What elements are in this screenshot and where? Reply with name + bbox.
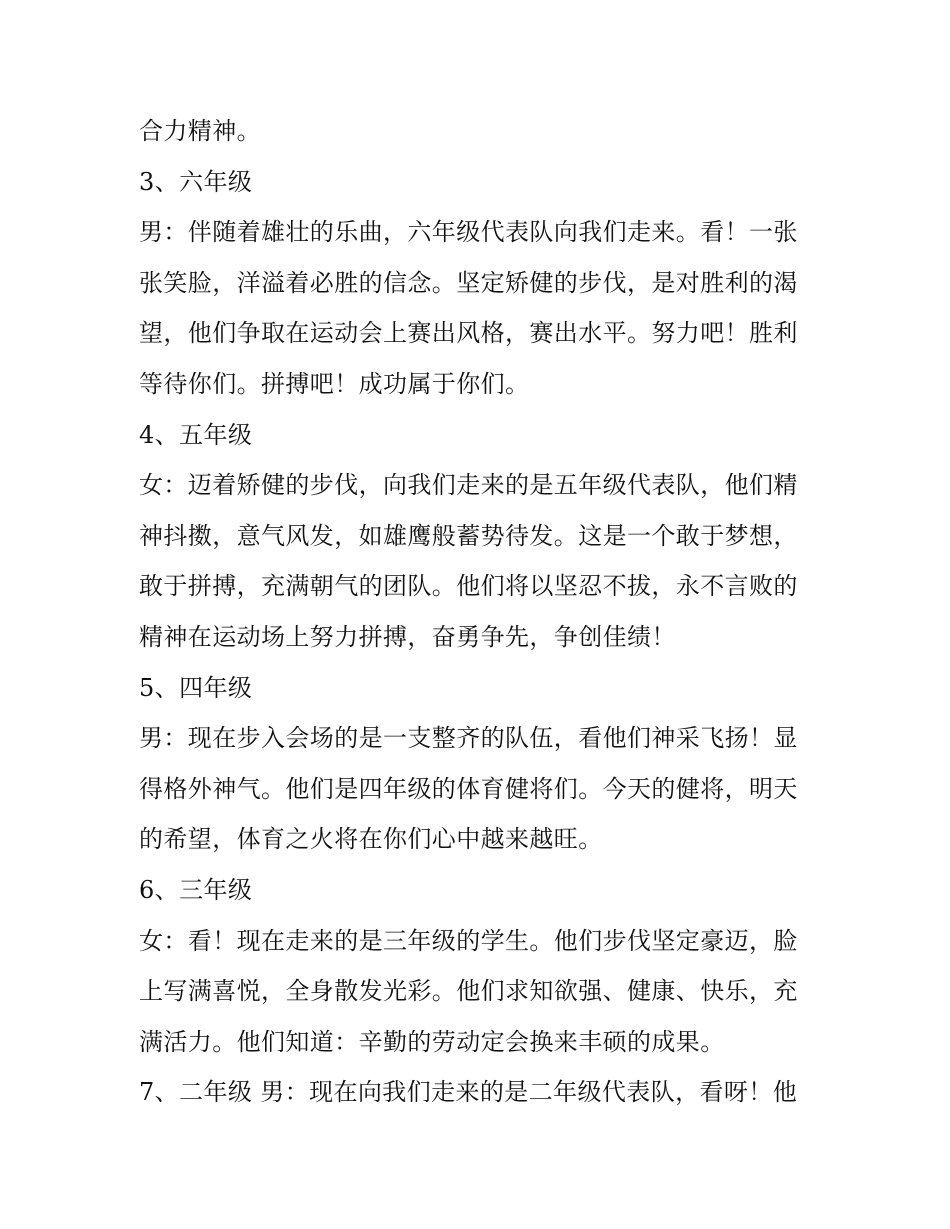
- text-line: 男：现在步入会场的是一支整齐的队伍，看他们神采飞扬！显: [139, 724, 798, 753]
- text-line: 的希望，体育之火将在你们心中越来越旺。: [139, 825, 603, 854]
- text-line: 神抖擞，意气风发，如雄鹰般蓄势待发。这是一个敢于梦想，: [139, 521, 798, 550]
- section-heading-grade-5: 4、五年级: [139, 420, 253, 449]
- section-heading-grade-3: 6、三年级: [139, 875, 253, 904]
- text-line: 望，他们争取在运动会上赛出风格，赛出水平。努力吧！胜利: [139, 319, 798, 348]
- section-heading-grade-6: 3、六年级: [139, 167, 253, 196]
- text-line: 精神在运动场上努力拼搏，奋勇争先，争创佳绩！: [139, 622, 676, 651]
- document-body: [139, 106, 819, 1118]
- text-line: 上写满喜悦，全身散发光彩。他们求知欲强、健康、快乐，充: [139, 977, 798, 1006]
- text-line: 得格外神气。他们是四年级的体育健将们。今天的健将，明天: [139, 774, 798, 803]
- text-line: 男：伴随着雄壮的乐曲，六年级代表队向我们走来。看！一张: [139, 218, 798, 247]
- section-heading-grade-4: 5、四年级: [139, 673, 253, 702]
- section-heading-grade-2: 7、二年级 男：现在向我们走来的是二年级代表队，看呀！他: [139, 1078, 798, 1107]
- text-line: 女：看！现在走来的是三年级的学生。他们步伐坚定豪迈，脸: [139, 926, 798, 955]
- text-line: 女：迈着矫健的步伐，向我们走来的是五年级代表队，他们精: [139, 471, 798, 500]
- text-line: 敢于拼搏，充满朝气的团队。他们将以坚忍不拔，永不言败的: [139, 572, 798, 601]
- text-line: 满活力。他们知道：辛勤的劳动定会换来丰硕的成果。: [139, 1027, 725, 1056]
- text-line: 张笑脸，洋溢着必胜的信念。坚定矫健的步伐，是对胜利的渴: [139, 268, 798, 297]
- text-line: 等待你们。拼搏吧！成功属于你们。: [139, 369, 530, 398]
- text-line: 合力精神。: [139, 117, 261, 145]
